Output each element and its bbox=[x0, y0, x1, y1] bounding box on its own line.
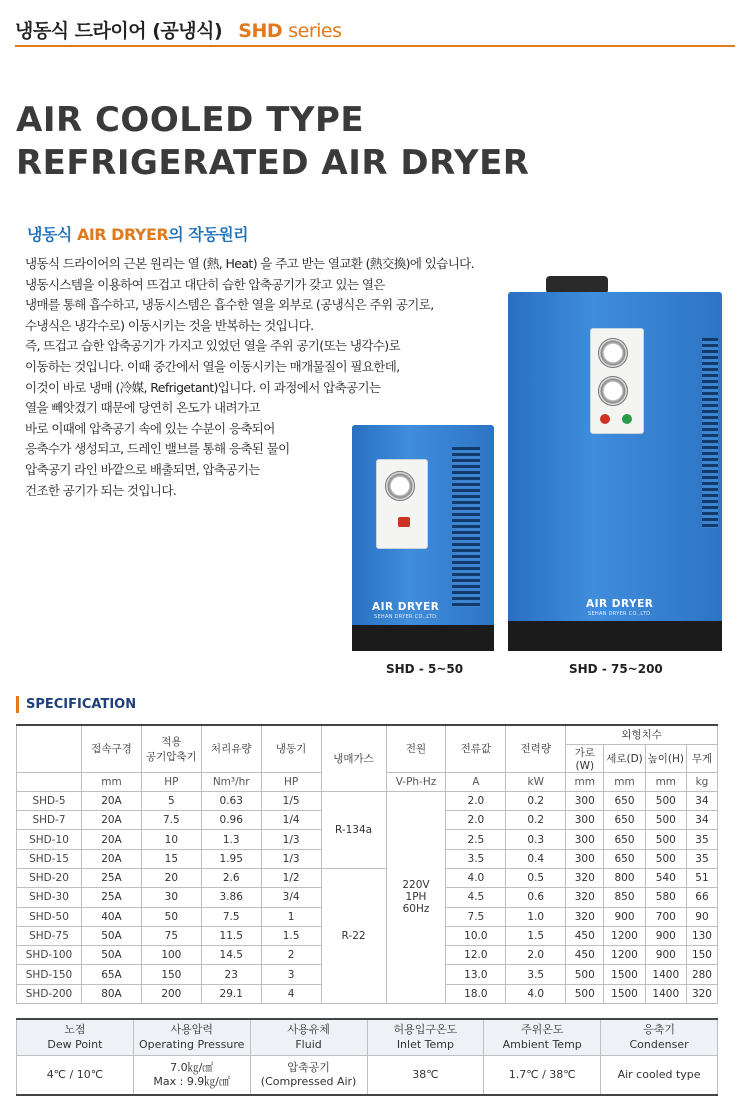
spec-cell: 3 bbox=[261, 965, 321, 984]
unit-cell: kg bbox=[686, 772, 717, 791]
condition-kr: 사용유체 bbox=[287, 1023, 330, 1037]
spec-cell: 100 bbox=[141, 946, 201, 965]
spec-cell: 1/5 bbox=[261, 791, 321, 810]
spec-header-flow: 처리유량 bbox=[201, 725, 261, 772]
spec-cell: 0.2 bbox=[506, 811, 566, 830]
spec-cell: 1500 bbox=[604, 965, 645, 984]
spec-cell: 1/2 bbox=[261, 868, 321, 887]
unit-cell: mm bbox=[566, 772, 604, 791]
spec-header-refrig: 냉동기 bbox=[261, 725, 321, 772]
spec-cell: 13.0 bbox=[446, 965, 506, 984]
spec-cell: 1 bbox=[261, 907, 321, 926]
spec-cell: 50 bbox=[141, 907, 201, 926]
spec-cell: 130 bbox=[686, 926, 717, 945]
series-light: series bbox=[288, 20, 342, 42]
condition-en: Fluid bbox=[295, 1038, 322, 1052]
header-divider bbox=[15, 45, 735, 47]
spec-cell: 650 bbox=[604, 811, 645, 830]
conditions-value-row bbox=[17, 1055, 718, 1095]
subhead-post: 의 작동원리 bbox=[168, 225, 249, 244]
spec-cell: 300 bbox=[566, 830, 604, 849]
model-cell: SHD-7 bbox=[17, 811, 82, 830]
spec-cell: 4.0 bbox=[506, 984, 566, 1003]
spec-cell: 1400 bbox=[645, 965, 686, 984]
spec-cell: 34 bbox=[686, 791, 717, 810]
spec-cell: 20 bbox=[141, 868, 201, 887]
spec-cell: 20A bbox=[82, 849, 142, 868]
condition-value-line2: Max : 9.9㎏/㎠ bbox=[153, 1074, 231, 1088]
spec-cell: 3/4 bbox=[261, 888, 321, 907]
small-unit-maker: SEHAN DRYER CO.,LTD. bbox=[374, 614, 439, 620]
spec-cell: 4 bbox=[261, 984, 321, 1003]
spec-cell: 50A bbox=[82, 946, 142, 965]
w-line2: (W) bbox=[575, 759, 595, 772]
small-dryer-image bbox=[352, 425, 494, 655]
spec-cell: 4.5 bbox=[446, 888, 506, 907]
spec-cell: 14.5 bbox=[201, 946, 261, 965]
spec-cell: 450 bbox=[566, 946, 604, 965]
condition-en: Dew Point bbox=[47, 1038, 103, 1052]
spec-cell: 1200 bbox=[604, 946, 645, 965]
spec-cell: 65A bbox=[82, 965, 142, 984]
spec-cell: 7.5 bbox=[141, 811, 201, 830]
spec-cell: 90 bbox=[686, 907, 717, 926]
spec-cell: 700 bbox=[645, 907, 686, 926]
spec-header-conn: 접속구경 bbox=[82, 725, 142, 772]
spec-cell: 500 bbox=[645, 849, 686, 868]
unit-cell: HP bbox=[261, 772, 321, 791]
motor-line1: 적용 bbox=[161, 735, 182, 748]
power-cell bbox=[386, 791, 446, 1003]
condition-value-line1: 4℃ / 10℃ bbox=[46, 1067, 104, 1081]
subhead-accent: AIR DRYER bbox=[76, 225, 169, 244]
unit-cell: mm bbox=[82, 772, 142, 791]
w-line1: 가로 bbox=[574, 746, 595, 759]
principle-line: 압축공기 라인 바깥으로 배출되면, 압축공기는 bbox=[25, 461, 260, 477]
unit-cell bbox=[17, 772, 82, 791]
spec-cell: 300 bbox=[566, 849, 604, 868]
series-bold: SHD bbox=[238, 20, 283, 42]
spec-cell: 500 bbox=[566, 965, 604, 984]
spec-cell: 320 bbox=[566, 868, 604, 887]
principle-line: 냉동식 드라이어의 근본 원리는 열 (熱, Heat) 을 주고 받는 열교환 (熱交換)에 있습니다. bbox=[25, 256, 475, 271]
section-subheading bbox=[27, 222, 248, 245]
spec-header-motor bbox=[141, 725, 201, 772]
subhead-pre: 냉동식 bbox=[27, 225, 77, 244]
spec-cell: 5 bbox=[141, 791, 201, 810]
spec-cell: 51 bbox=[686, 868, 717, 887]
spec-cell: 850 bbox=[604, 888, 645, 907]
spec-cell: 500 bbox=[645, 830, 686, 849]
condition-value-line1: Air cooled type bbox=[617, 1067, 701, 1081]
spec-cell: 150 bbox=[141, 965, 201, 984]
gas-cell: R-22 bbox=[321, 868, 386, 1003]
spec-row bbox=[17, 868, 718, 887]
spec-cell: 280 bbox=[686, 965, 717, 984]
spec-cell: 320 bbox=[566, 888, 604, 907]
condition-en: Condenser bbox=[629, 1038, 689, 1052]
spec-cell: 1400 bbox=[645, 984, 686, 1003]
principle-line: 냉매를 통해 흡수하고, 냉동시스템은 흡수한 열을 외부로 (공냉식은 주위 공기로, bbox=[25, 297, 434, 313]
spec-cell: 1/4 bbox=[261, 811, 321, 830]
condition-kr: 노점 bbox=[64, 1023, 86, 1037]
condition-value bbox=[484, 1055, 601, 1095]
condition-en: Operating Pressure bbox=[138, 1038, 245, 1052]
spec-cell: 3.5 bbox=[446, 849, 506, 868]
condition-header bbox=[601, 1019, 718, 1055]
condition-header bbox=[484, 1019, 601, 1055]
spec-cell: 0.3 bbox=[506, 830, 566, 849]
page-header bbox=[15, 16, 342, 43]
spec-cell: 34 bbox=[686, 811, 717, 830]
condition-value bbox=[17, 1055, 134, 1095]
spec-cell: 2.0 bbox=[506, 946, 566, 965]
spec-cell: 40A bbox=[82, 907, 142, 926]
spec-cell: 580 bbox=[645, 888, 686, 907]
spec-cell: 900 bbox=[645, 946, 686, 965]
spec-cell: 25A bbox=[82, 868, 142, 887]
spec-cell: 0.63 bbox=[201, 791, 261, 810]
spec-cell: 800 bbox=[604, 868, 645, 887]
gas-cell: R-134a bbox=[321, 791, 386, 868]
spec-cell: 18.0 bbox=[446, 984, 506, 1003]
spec-cell: 30 bbox=[141, 888, 201, 907]
spec-cell: 320 bbox=[566, 907, 604, 926]
condition-value bbox=[601, 1055, 718, 1095]
conditions-header-row bbox=[17, 1019, 718, 1055]
unit-cell: mm bbox=[604, 772, 645, 791]
model-cell: SHD-100 bbox=[17, 946, 82, 965]
spec-header-model bbox=[17, 725, 82, 772]
header-series bbox=[238, 20, 341, 42]
condition-header bbox=[250, 1019, 367, 1055]
unit-cell: V-Ph-Hz bbox=[386, 772, 446, 791]
model-cell: SHD-200 bbox=[17, 984, 82, 1003]
spec-cell: 500 bbox=[645, 811, 686, 830]
power-line: 220V bbox=[402, 879, 430, 892]
spec-cell: 4.0 bbox=[446, 868, 506, 887]
spec-cell: 300 bbox=[566, 811, 604, 830]
spec-header-watt: 전력량 bbox=[506, 725, 566, 772]
principle-line: 응축수가 생성되고, 드레인 밸브를 통해 응축된 물이 bbox=[25, 441, 290, 457]
model-cell: SHD-20 bbox=[17, 868, 82, 887]
small-unit-brand: AIR DRYER bbox=[372, 601, 440, 613]
spec-title: SPECIFICATION bbox=[26, 697, 137, 712]
spec-cell: 150 bbox=[686, 946, 717, 965]
principle-line: 이동하는 것입니다. 이때 중간에서 열을 이동시키는 매개물질이 필요한데, bbox=[25, 358, 400, 374]
spec-header-d: 세로(D) bbox=[604, 744, 645, 772]
principle-line: 열을 빼앗겼기 때문에 당연히 온도가 내려가고 bbox=[25, 400, 260, 416]
spec-cell: 0.96 bbox=[201, 811, 261, 830]
main-title-line2: REFRIGERATED AIR DRYER bbox=[16, 143, 530, 183]
spec-cell: 35 bbox=[686, 849, 717, 868]
spec-cell: 15 bbox=[141, 849, 201, 868]
spec-cell: 11.5 bbox=[201, 926, 261, 945]
spec-cell: 20A bbox=[82, 811, 142, 830]
spec-cell: 450 bbox=[566, 926, 604, 945]
condition-value bbox=[133, 1055, 250, 1095]
condition-en: Ambient Temp bbox=[502, 1038, 582, 1052]
spec-cell: 2.5 bbox=[446, 830, 506, 849]
power-line: 60Hz bbox=[402, 903, 430, 916]
conditions-table bbox=[16, 1018, 718, 1096]
condition-kr: 주위온도 bbox=[520, 1023, 564, 1037]
condition-value bbox=[250, 1055, 367, 1095]
spec-cell: 0.4 bbox=[506, 849, 566, 868]
principle-line: 수냉식은 냉각수로) 이동시키는 것을 반복하는 것입니다. bbox=[25, 317, 314, 333]
spec-cell: 66 bbox=[686, 888, 717, 907]
spec-cell: 650 bbox=[604, 830, 645, 849]
unit-cell: mm bbox=[645, 772, 686, 791]
condition-en: Inlet Temp bbox=[396, 1038, 454, 1052]
condition-value bbox=[367, 1055, 484, 1095]
model-cell: SHD-30 bbox=[17, 888, 82, 907]
spec-cell: 23 bbox=[201, 965, 261, 984]
spec-header-current: 전류값 bbox=[446, 725, 506, 772]
spec-cell: 1200 bbox=[604, 926, 645, 945]
spec-cell: 0.5 bbox=[506, 868, 566, 887]
unit-cell: kW bbox=[506, 772, 566, 791]
model-cell: SHD-50 bbox=[17, 907, 82, 926]
unit-cell: Nm³/hr bbox=[201, 772, 261, 791]
spec-cell: 1.95 bbox=[201, 849, 261, 868]
unit-cell: HP bbox=[141, 772, 201, 791]
spec-cell: 2.6 bbox=[201, 868, 261, 887]
spec-cell: 29.1 bbox=[201, 984, 261, 1003]
principle-line: 냉동시스템을 이용하여 뜨겁고 대단히 습한 압축공기가 갖고 있는 열은 bbox=[25, 276, 385, 292]
spec-cell: 25A bbox=[82, 888, 142, 907]
spec-cell: 1500 bbox=[604, 984, 645, 1003]
spec-cell: 3.5 bbox=[506, 965, 566, 984]
spec-header-power: 전원 bbox=[386, 725, 446, 772]
principle-line: 이것이 바로 냉매 (冷媒, Refrigetant)입니다. 이 과정에서 압축공기는 bbox=[25, 379, 381, 395]
spec-title-bar bbox=[16, 696, 19, 713]
spec-cell: 80A bbox=[82, 984, 142, 1003]
spec-cell: 200 bbox=[141, 984, 201, 1003]
spec-cell: 900 bbox=[645, 926, 686, 945]
condition-kr: 허용입구온도 bbox=[393, 1023, 458, 1037]
spec-header-dims: 외형치수 bbox=[566, 725, 718, 744]
spec-cell: 20A bbox=[82, 791, 142, 810]
spec-cell: 500 bbox=[566, 984, 604, 1003]
principle-line: 바로 이때에 압축공기 속에 있는 수분이 응축되어 bbox=[25, 420, 275, 436]
unit-cell: A bbox=[446, 772, 506, 791]
spec-header-wt: 무게 bbox=[686, 744, 717, 772]
condition-header bbox=[17, 1019, 134, 1055]
spec-cell: 10.0 bbox=[446, 926, 506, 945]
spec-header-gas: 냉매가스 bbox=[321, 725, 386, 791]
spec-cell: 1/3 bbox=[261, 849, 321, 868]
spec-cell: 20A bbox=[82, 830, 142, 849]
spec-cell: 3.86 bbox=[201, 888, 261, 907]
principle-line: 즉, 뜨겁고 습한 압축공기가 가지고 있었던 열을 주위 공기(또는 냉각수)로 bbox=[25, 338, 401, 354]
model-cell: SHD-15 bbox=[17, 849, 82, 868]
spec-cell: 1/3 bbox=[261, 830, 321, 849]
spec-cell: 540 bbox=[645, 868, 686, 887]
spec-cell: 1.3 bbox=[201, 830, 261, 849]
large-unit-caption: SHD - 75~200 bbox=[569, 662, 663, 676]
large-dryer-image bbox=[508, 276, 722, 652]
spec-cell: 300 bbox=[566, 791, 604, 810]
condition-value-line1: 1.7℃ / 38℃ bbox=[508, 1067, 576, 1081]
small-unit-caption: SHD - 5~50 bbox=[386, 662, 464, 676]
spec-cell: 7.5 bbox=[201, 907, 261, 926]
spec-cell: 12.0 bbox=[446, 946, 506, 965]
spec-row bbox=[17, 791, 718, 810]
spec-cell: 35 bbox=[686, 830, 717, 849]
spec-cell: 650 bbox=[604, 849, 645, 868]
spec-cell: 320 bbox=[686, 984, 717, 1003]
condition-kr: 응축기 bbox=[643, 1023, 675, 1037]
large-unit-maker: SEHAN DRYER CO.,LTD. bbox=[588, 611, 653, 617]
principle-line: 건조한 공기가 되는 것입니다. bbox=[25, 482, 177, 498]
condition-value-line1: 7.0㎏/㎠ bbox=[170, 1060, 214, 1074]
model-cell: SHD-150 bbox=[17, 965, 82, 984]
large-unit-brand: AIR DRYER bbox=[586, 598, 654, 610]
spec-header-w bbox=[566, 744, 604, 772]
spec-cell: 1.0 bbox=[506, 907, 566, 926]
condition-value-line1: 38℃ bbox=[412, 1067, 439, 1081]
spec-cell: 2.0 bbox=[446, 791, 506, 810]
condition-header bbox=[367, 1019, 484, 1055]
condition-value-line2: (Compressed Air) bbox=[260, 1074, 357, 1088]
spec-cell: 1.5 bbox=[506, 926, 566, 945]
spec-cell: 2 bbox=[261, 946, 321, 965]
spec-cell: 650 bbox=[604, 791, 645, 810]
model-cell: SHD-5 bbox=[17, 791, 82, 810]
power-line: 1PH bbox=[405, 891, 427, 904]
spec-cell: 0.6 bbox=[506, 888, 566, 907]
spec-table bbox=[16, 724, 718, 1004]
condition-header bbox=[133, 1019, 250, 1055]
motor-line2: 공기압축기 bbox=[145, 750, 197, 763]
spec-cell: 500 bbox=[645, 791, 686, 810]
spec-cell: 900 bbox=[604, 907, 645, 926]
spec-cell: 10 bbox=[141, 830, 201, 849]
condition-kr: 사용압력 bbox=[170, 1023, 213, 1037]
spec-cell: 1.5 bbox=[261, 926, 321, 945]
spec-cell: 7.5 bbox=[446, 907, 506, 926]
header-korean-title: 냉동식 드라이어 (공냉식) bbox=[15, 20, 223, 42]
spec-cell: 0.2 bbox=[506, 791, 566, 810]
spec-cell: 75 bbox=[141, 926, 201, 945]
spec-cell: 50A bbox=[82, 926, 142, 945]
spec-header-h: 높이(H) bbox=[645, 744, 686, 772]
spec-cell: 2.0 bbox=[446, 811, 506, 830]
main-title-line1: AIR COOLED TYPE bbox=[16, 100, 365, 140]
condition-value-line1: 압축공기 bbox=[287, 1060, 330, 1074]
model-cell: SHD-10 bbox=[17, 830, 82, 849]
model-cell: SHD-75 bbox=[17, 926, 82, 945]
